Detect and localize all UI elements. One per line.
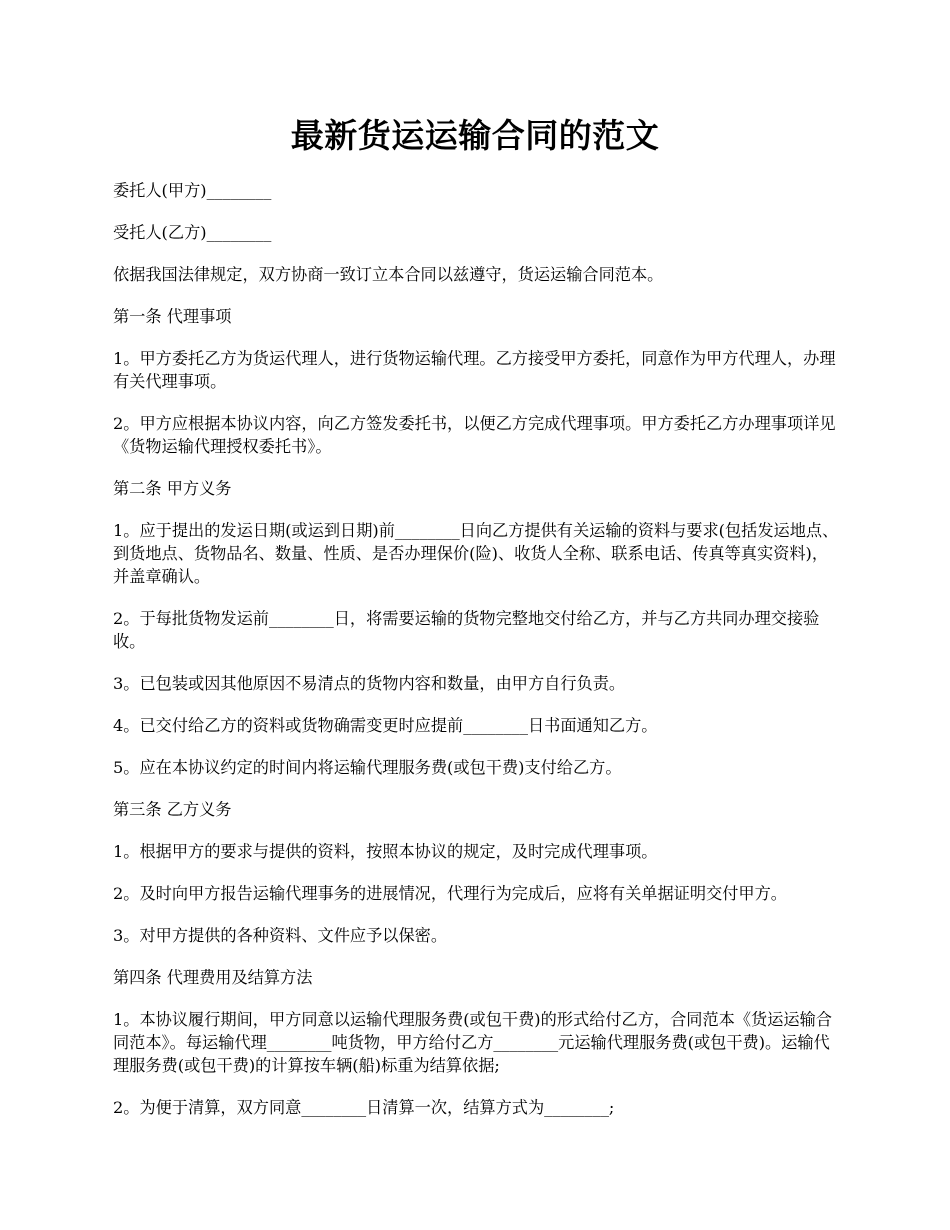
article-1-clause-1: 1。甲方委托乙方为货运代理人，进行货物运输代理。乙方接受甲方委托，同意作为甲方代理人，办理有关代理事项。 [113,349,836,391]
document-body [113,179,840,1138]
article-4-heading: 第四条 代理费用及结算方法 [113,968,313,987]
party-a-line: 委托人(甲方)________ [113,181,272,200]
article-2-clause-4: 4。已交付给乙方的资料或货物确需变更时应提前________日书面通知乙方。 [113,716,658,735]
article-2-clause-2: 2。于每批货物发运前________日，将需要运输的货物完整地交付给乙方，并与乙方共同办理交接验收。 [113,609,820,651]
article-3-heading: 第三条 乙方义务 [113,800,232,819]
article-1-heading: 第一条 代理事项 [113,307,232,326]
article-4-clause-2: 2。为便于清算，双方同意________日清算一次，结算方式为________; [113,1098,615,1117]
article-2-clause-1: 1。应于提出的发运日期(或运到日期)前________日向乙方提供有关运输的资料与要求(包括发运地点、到货地点、货物品名、数量、性质、是否办理保价(险)、收货人全称、联系电话、传真等真实资料)，并盖章确认。 [113,521,839,586]
article-1-clause-2: 2。甲方应根据本协议内容，向乙方签发委托书，以便乙方完成代理事项。甲方委托乙方办理事项详见《货物运输代理授权委托书》。 [113,414,836,456]
article-2-clause-3: 3。已包装或因其他原因不易清点的货物内容和数量，由甲方自行负责。 [113,674,626,693]
article-3-clause-2: 2。及时向甲方报告运输代理事务的进展情况，代理行为完成后，应将有关单据证明交付甲方。 [113,884,787,903]
party-b-line: 受托人(乙方)________ [113,223,272,242]
article-4-clause-1: 1。本协议履行期间，甲方同意以运输代理服务费(或包干费)的形式给付乙方，合同范本《货运运输合同范本》。每运输代理________吨货物，甲方给付乙方________元运输代理服务费(或包干费)。运输代理服务费(或包干费)的计算按车辆(船)标重为结算依据; [113,1010,832,1075]
article-3-clause-3: 3。对甲方提供的各种资料、文件应予以保密。 [113,926,448,945]
article-2-clause-5: 5。应在本协议约定的时间内将运输代理服务费(或包干费)支付给乙方。 [113,758,622,777]
document-title: 最新货运运输合同的范文 [290,116,660,155]
article-2-heading: 第二条 甲方义务 [113,479,232,498]
preamble-paragraph: 依据我国法律规定，双方协商一致订立本合同以兹遵守，货运运输合同范本。 [113,265,664,284]
article-3-clause-1: 1。根据甲方的要求与提供的资料，按照本协议的规定，及时完成代理事项。 [113,842,658,861]
